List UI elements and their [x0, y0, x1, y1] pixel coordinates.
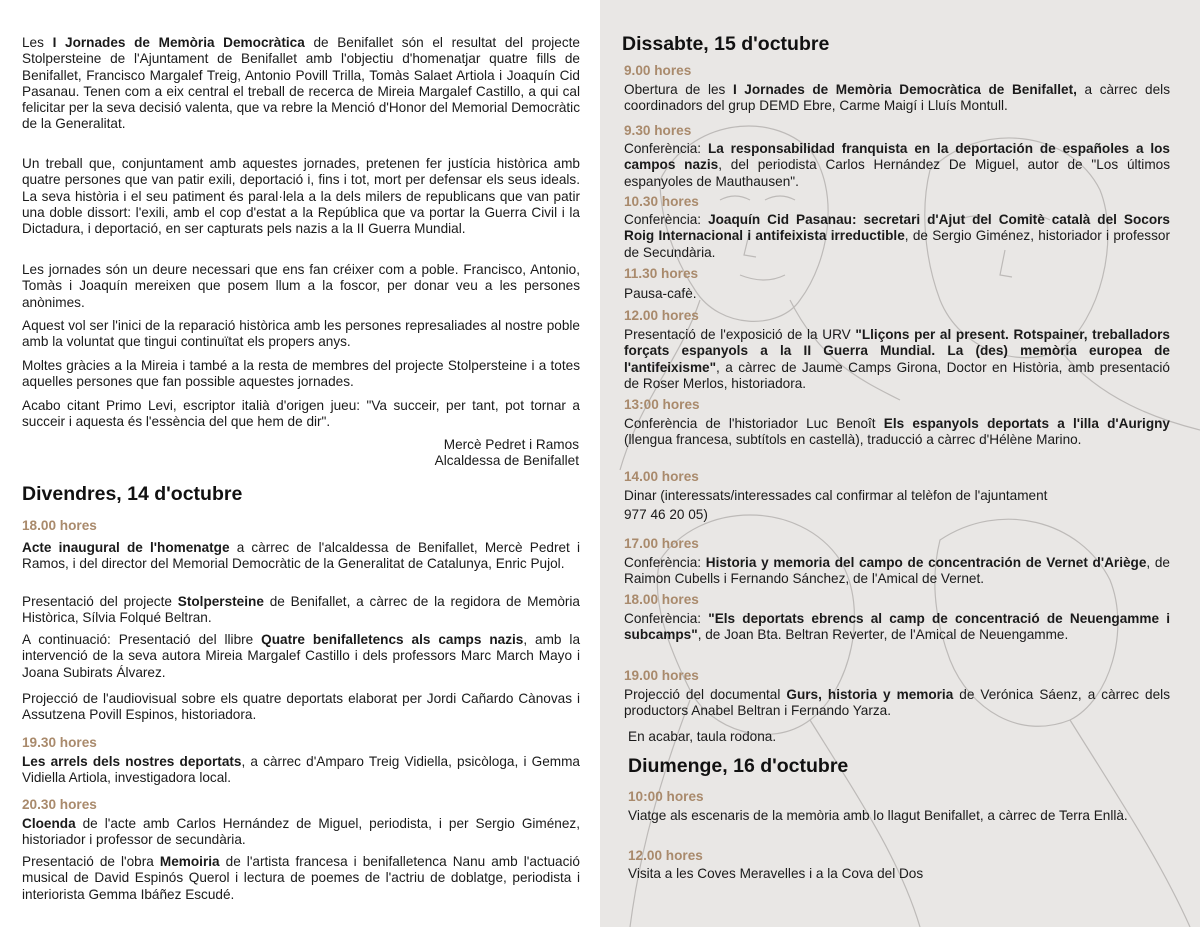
bold-text: I Jornades de Memòria Democràtica de Benifallet,: [732, 82, 1077, 97]
bold-text: Els espanyols deportats a l'illa d'Aurigny: [883, 416, 1170, 431]
text: Conferència:: [624, 555, 706, 570]
time-label: 9.30 hores: [624, 123, 692, 138]
event-description: [22, 632, 580, 681]
bold-text: Joaquín Cid Pasanau: secretari d'Ajut del Comitè català del Socors Roig Internacional i antifeixista irreductible: [624, 212, 1170, 244]
text: Presentació de l'obra: [22, 854, 160, 869]
event-description: [22, 754, 580, 787]
bold-text: Acte inaugural de l'homenatge: [22, 540, 230, 555]
time-label: 18.00 hores: [22, 518, 97, 533]
event-description: [22, 594, 580, 627]
time-label: 18.00 hores: [624, 592, 699, 607]
bold-text: Quatre benifalletencs als camps nazis: [261, 632, 524, 647]
event-description: [624, 286, 1170, 302]
event-description: [624, 555, 1170, 588]
text: Pausa-cafè.: [624, 286, 697, 301]
text: de Benifallet són el resultat del projecte Stolpersteine de l'Ajuntament de Benifallet amb l'objectiu d'homenatjar quatre fills de Benifallet, Francisco Margalef Treig, Antonio Povill Trilla, Tomàs Salaet Artiola i Joaquín Cid Pasanau. Tenen com a eix central el treball de recerca de Mireia Margalef Castillo, a qui cal felicitar per la seva decisió valenta, que va rebre la Menció d'Honor del Memorial Democràtic de la Generalitat.: [22, 35, 580, 132]
event-description: [624, 611, 1170, 644]
text: de l'artista francesa i benifalletenca Nanu amb l'actuació musical de David Espinós Querol i lectura de poemes de l'actriu de doblatge, periodista i interiorista Gemma Ibáñez Escudé.: [22, 854, 580, 902]
text: de Verónica Sáenz, a càrrec dels productors Anabel Beltran i Fernando Yarza.: [624, 687, 1170, 719]
text: A continuació: Presentació del llibre: [22, 632, 262, 647]
text: , de Raimon Cubells i Fernando Sánchez, de l'Amical de Vernet.: [624, 555, 1170, 587]
bold-text: "Lliçons per al present. Rotspainer, treballadors forçats espanyols a la II Guerra Mundial. La (des) memòria europea de l'antifeixisme": [624, 327, 1170, 375]
time-label: 14.00 hores: [624, 469, 699, 484]
text: Visita a les Coves Meravelles i a la Cova del Dos: [628, 866, 924, 881]
intro-paragraph: [22, 35, 580, 133]
bold-text: "Els deportats ebrencs al camp de concentració de Neuengamme i subcamps": [624, 611, 1170, 643]
text: Projecció del documental: [624, 687, 787, 702]
text: , a càrrec d'Amparo Treig Vidiella, psicòloga, i Gemma Vidiella Artiola, investigadora local.: [22, 754, 580, 786]
event-description: [22, 854, 580, 903]
text: , a càrrec de Jaume Camps Girona, Doctor en Història, amb presentació de Roser Merlos, historiadora.: [624, 359, 1170, 391]
saturday-heading: Dissabte, 15 d'octubre: [622, 33, 830, 55]
bold-text: Historia y memoria del campo de concentración de Vernet d'Ariège: [705, 555, 1147, 570]
signature-role: Alcaldessa de Benifallet: [434, 453, 579, 469]
event-description: [624, 687, 1170, 720]
intro-paragraph: [22, 398, 580, 431]
right-page: [600, 0, 1200, 927]
text: Conferència:: [624, 611, 709, 626]
time-label: 10.30 hores: [624, 194, 699, 209]
text: , amb la intervenció de la seva autora Mireia Margalef Castillo i dels professors Marc March Mayo i Joana Subirats Álvarez.: [22, 632, 581, 680]
text: Moltes gràcies a la Mireia i també a la resta de membres del projecte Stolpersteine i a totes aquelles persones que fan possible aquestes jornades.: [22, 358, 580, 390]
time-label: 17.00 hores: [624, 536, 699, 551]
text: Presentació del projecte: [22, 594, 178, 609]
sketch-portraits-illustration: [600, 0, 1200, 927]
bold-text: Stolpersteine: [177, 594, 264, 609]
time-label: 12.00 hores: [628, 848, 703, 863]
friday-heading: Divendres, 14 d'octubre: [22, 483, 243, 505]
event-description: [628, 808, 1170, 824]
event-description: [22, 691, 580, 724]
intro-paragraph: [22, 318, 580, 351]
bold-text: Gurs, historia y memoria: [786, 687, 954, 702]
text: Les: [22, 35, 53, 50]
text: Acabo citant Primo Levi, escriptor italià d'origen jueu: "Va succeir, per tant, pot tornar a succeir i aquesta és l'essència del que hem de dir".: [22, 398, 580, 430]
text: Les jornades són un deure necessari que ens fan créixer com a poble. Francisco, Antonio, Tomàs i Joaquín mereixen que posem llum a la foscor, per donar veu a les persones anònimes.: [22, 262, 580, 310]
bold-text: Les arrels dels nostres deportats: [22, 754, 242, 769]
event-description: [624, 82, 1170, 115]
text: de Benifallet, a càrrec de la regidora de Memòria Històrica, Sílvia Folqué Beltran.: [22, 594, 580, 626]
text: a càrrec dels coordinadors del grup DEMD Ebre, Carme Maigí i Lluís Montull.: [624, 82, 1170, 114]
event-description: [624, 212, 1170, 261]
event-description: [624, 327, 1170, 392]
signature: [300, 437, 579, 470]
intro-paragraph: [22, 156, 580, 237]
text: Presentació de l'exposició de la URV: [624, 327, 856, 342]
event-description: [624, 416, 1170, 449]
intro-paragraph: [22, 358, 580, 391]
text: , de Joan Bta. Beltran Reverter, de l'Amical de Neuengamme.: [697, 627, 1069, 643]
event-description: [628, 866, 1170, 882]
time-label: 19.00 hores: [624, 668, 699, 683]
text: Conferència:: [624, 141, 708, 156]
event-description: [624, 488, 1170, 504]
closing-note: En acabar, taula rodona.: [628, 729, 777, 744]
time-label: 12.00 hores: [624, 308, 699, 323]
text: Conferència de l'historiador Luc Benoît: [624, 416, 884, 431]
time-label: 19.30 hores: [22, 735, 97, 750]
text: Viatge als escenaris de la memòria amb lo llagut Benifallet, a càrrec de Terra Enllà.: [628, 808, 1128, 823]
bold-text: La responsabilidad franquista en la deportación de españoles a los campos nazis: [624, 141, 1170, 173]
text: (llengua francesa, subtítols en castellà), traducció a càrrec d'Hélène Marino.: [624, 432, 1082, 448]
text: de l'acte amb Carlos Hernández de Miguel, periodista, i per Sergio Giménez, historiador i professor de secundària.: [22, 816, 580, 848]
text: Conferència:: [624, 212, 709, 227]
event-description: [624, 141, 1170, 190]
text: Projecció de l'audiovisual sobre els quatre deportats elaborat per Jordi Cañardo Cànovas i Assutzena Povill Espinos, historiadora.: [22, 691, 580, 723]
text: a càrrec de l'alcaldessa de Benifallet, Mercè Pedret i Ramos, i del director del Memorial Democràtic de la Generalitat de Catalunya, Enric Pujol.: [22, 540, 580, 572]
text: Un treball que, conjuntament amb aquestes jornades, pretenen fer justícia històrica amb quatre persones que van patir exili, deportació i, fins i tot, mort per defensar els seus ideals. La seva història i el seu patiment és paral·lela a la dels milers de republicans que van patir una doble dissort: l'exili, amb el cop d'estat a la República que va portar la Guerra Civil i la Dictadura, i deportació, en ser capturats pels nazis a la II Guerra Mundial.: [22, 156, 580, 237]
event-description: [22, 540, 580, 573]
time-label: 9.00 hores: [624, 63, 692, 78]
bold-text: Cloenda: [22, 816, 76, 831]
time-label: 13:00 hores: [624, 397, 700, 412]
text: Dinar (interessats/interessades cal confirmar al telèfon de l'ajuntament: [624, 488, 1048, 503]
bold-text: Memoiria: [159, 854, 220, 869]
time-label: 20.30 hores: [22, 797, 97, 812]
phone-number: 977 46 20 05): [624, 507, 708, 522]
time-label: 10:00 hores: [628, 789, 704, 804]
sunday-heading: Diumenge, 16 d'octubre: [628, 755, 849, 777]
text: , del periodista Carlos Hernández De Miguel, autor de "Los últimos espanyoles de Mauthausen".: [624, 157, 1170, 189]
event-description: [22, 816, 580, 849]
text: Aquest vol ser l'inici de la reparació històrica amb les persones represaliades al nostre poble amb la voluntat que tingui continuïtat els propers anys.: [22, 318, 580, 350]
time-label: 11.30 hores: [624, 266, 699, 281]
text: Obertura de les: [624, 82, 733, 97]
bold-text: I Jornades de Memòria Democràtica: [52, 35, 305, 50]
text: , de Sergio Giménez, historiador i professor de Secundària.: [624, 228, 1170, 260]
signature-name: Mercè Pedret i Ramos: [443, 437, 579, 452]
intro-paragraph: [22, 262, 580, 311]
